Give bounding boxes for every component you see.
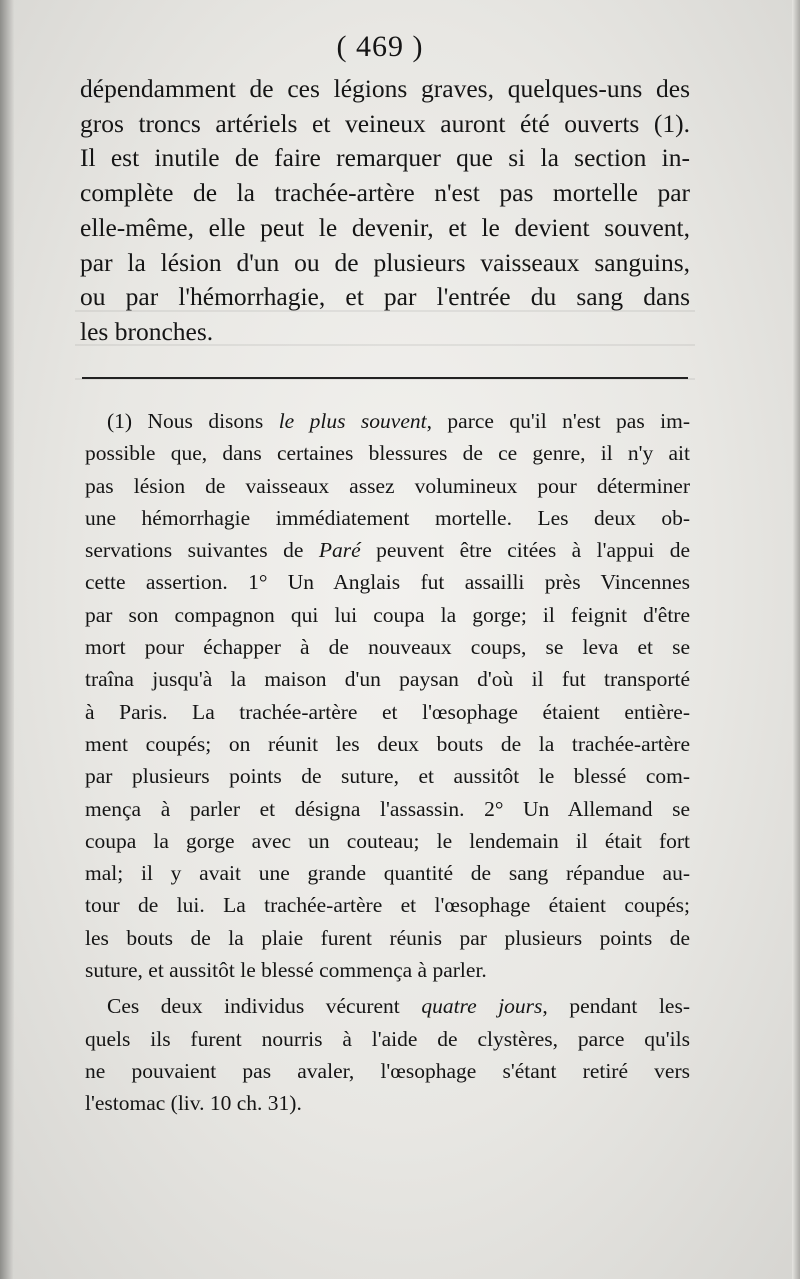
footnote-divider xyxy=(82,377,688,379)
footnote-emphasis: Paré xyxy=(318,538,361,563)
footnote-text: (1) Nous disons xyxy=(107,409,279,433)
page-edge-shadow xyxy=(792,0,800,1279)
footnote-text: Ces deux individus vécurent xyxy=(107,994,422,1019)
text-line: dépendamment de ces légions graves, quelques-uns des xyxy=(80,74,690,103)
footnote-line: cette assertion. 1° Un Anglais fut assailli près Vincennes xyxy=(85,570,690,595)
footnote-line xyxy=(85,534,690,566)
footnote-line: à Paris. La trachée-artère et l'œsophage étaient entière- xyxy=(85,699,690,724)
text-line: les bronches. xyxy=(80,316,214,346)
footnote-emphasis: le plus souvent xyxy=(278,409,427,433)
footnote-line: traîna jusqu'à la maison d'un paysan d'où il fut transporté xyxy=(85,667,690,692)
footnote-text: , parce qu'il n'est pas im- xyxy=(426,409,690,433)
text-line: gros troncs artériels et veineux auront été ouverts (1). xyxy=(80,108,690,138)
footnote-line: pas lésion de vaisseaux assez volumineux pour déterminer xyxy=(85,473,690,498)
footnote-line: suture, et aussitôt le blessé commença à parler. xyxy=(85,958,487,983)
footnote-line: ne pouvaient pas avaler, l'œsophage s'étant retiré vers xyxy=(85,1058,690,1083)
footnote-line: mal; il y avait une grande quantité de sang répandue au- xyxy=(85,861,690,886)
footnote-line: une hémorrhagie immédiatement mortelle. Les deux ob- xyxy=(85,505,690,530)
footnote-text: servations suivantes de xyxy=(85,538,319,563)
text-line: ou par l'hémorrhagie, et par l'entrée du sang dans xyxy=(80,282,690,312)
text-line: Il est inutile de faire remarquer que si la section in- xyxy=(80,143,690,173)
text-line: complète de la trachée-artère n'est pas mortelle par xyxy=(80,178,690,208)
page-gutter-shadow xyxy=(0,0,14,1279)
main-text-block xyxy=(80,72,690,350)
footnote-line: tour de lui. La trachée-artère et l'œsophage étaient coupés; xyxy=(85,893,690,918)
footnote-line: possible que, dans certaines blessures de ce genre, il n'y ait xyxy=(85,441,690,466)
page-number: ( 469 ) xyxy=(336,30,424,63)
footnote-block xyxy=(85,405,690,1120)
footnote-text: peuvent être citées à l'appui de xyxy=(360,538,690,563)
footnote-text: , pendant les- xyxy=(542,994,691,1019)
footnote-line: les bouts de la plaie furent réunis par plusieurs points de xyxy=(85,925,690,950)
footnote-line: ment coupés; on réunit les deux bouts de la trachée-artère xyxy=(85,731,690,756)
footnote-line: l'estomac (liv. 10 ch. 31). xyxy=(85,1091,302,1116)
footnote-line: coupa la gorge avec un couteau; le lendemain il était fort xyxy=(85,828,690,853)
footnote-line: mort pour échapper à de nouveaux coups, se leva et se xyxy=(85,635,690,660)
footnote-line xyxy=(85,405,690,437)
footnote-line: par son compagnon qui lui coupa la gorge; il feignit d'être xyxy=(85,602,690,627)
text-line: par la lésion d'un ou de plusieurs vaisseaux sanguins, xyxy=(80,247,690,277)
text-line: elle-même, elle peut le devenir, et le devient souvent, xyxy=(80,212,690,242)
footnote-line: par plusieurs points de suture, et aussitôt le blessé com- xyxy=(85,764,690,789)
footnote-emphasis: quatre jours xyxy=(421,994,543,1019)
footnote-line xyxy=(85,990,690,1022)
footnote-line: mença à parler et désigna l'assassin. 2° Un Allemand se xyxy=(85,796,690,821)
footnote-line: quels ils furent nourris à l'aide de clystères, parce qu'ils xyxy=(85,1026,690,1051)
